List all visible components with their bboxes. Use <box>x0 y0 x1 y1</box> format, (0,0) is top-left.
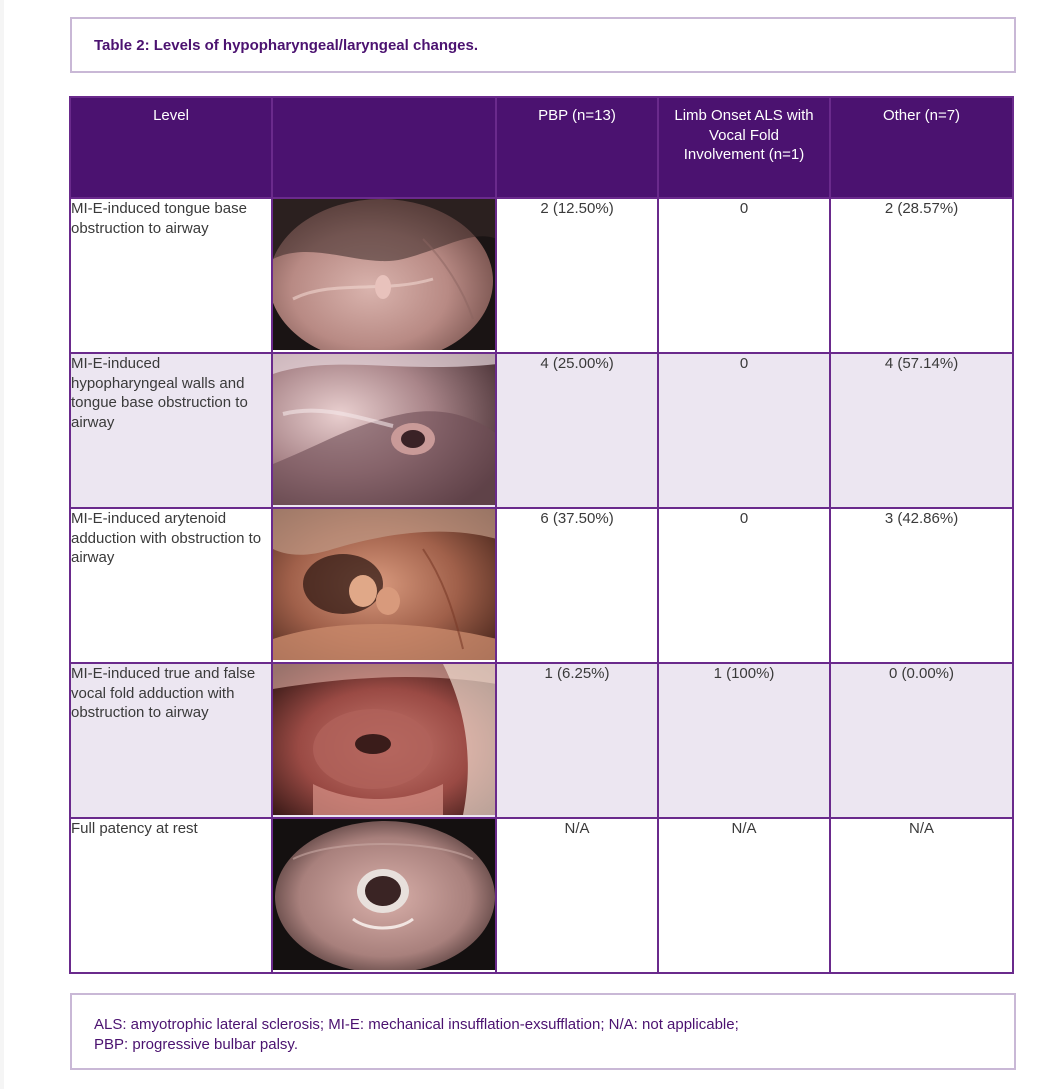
level-cell: Full patency at rest <box>70 818 272 973</box>
header-other: Other (n=7) <box>830 97 1013 198</box>
endoscopy-image-cell <box>272 663 496 818</box>
other-value: 0 (0.00%) <box>830 663 1013 818</box>
footnote-line-1: ALS: amyotrophic lateral sclerosis; MI-E: mechanical insufflation-exsufflation; N/A: not applicable; <box>94 1016 739 1033</box>
table-row <box>70 198 1013 353</box>
pbp-value: 1 (6.25%) <box>496 663 658 818</box>
endoscopy-image-cell <box>272 508 496 663</box>
table-header-row <box>70 97 1013 198</box>
header-level: Level <box>70 97 272 198</box>
limb-onset-value: 0 <box>658 508 830 663</box>
table-row <box>70 818 1013 973</box>
table-caption-box <box>70 17 1016 73</box>
limb-onset-value: 0 <box>658 198 830 353</box>
level-cell: MI-E-induced hypopharyngeal walls and tongue base obstruction to airway <box>70 353 272 508</box>
footnote <box>94 1015 994 1055</box>
footnote-box <box>70 993 1016 1070</box>
limb-onset-value: 1 (100%) <box>658 663 830 818</box>
pbp-value: N/A <box>496 818 658 973</box>
limb-onset-value: 0 <box>658 353 830 508</box>
endoscopy-image-cell <box>272 353 496 508</box>
other-value: 4 (57.14%) <box>830 353 1013 508</box>
header-limb-onset <box>658 97 830 198</box>
header-image <box>272 97 496 198</box>
hypopharyngeal-walls-endoscopy-image <box>273 354 495 505</box>
table-row <box>70 663 1013 818</box>
vocal-fold-adduction-endoscopy-image <box>273 664 495 815</box>
arytenoid-adduction-endoscopy-image <box>273 509 495 660</box>
footnote-line-2: PBP: progressive bulbar palsy. <box>94 1036 298 1053</box>
level-cell: MI-E-induced tongue base obstruction to airway <box>70 198 272 353</box>
pbp-value: 4 (25.00%) <box>496 353 658 508</box>
pbp-value: 6 (37.50%) <box>496 508 658 663</box>
table-row <box>70 353 1013 508</box>
header-limb-onset-text: Limb Onset ALS with Vocal Fold Involvement (n=1) <box>674 107 814 163</box>
header-pbp: PBP (n=13) <box>496 97 658 198</box>
pbp-value: 2 (12.50%) <box>496 198 658 353</box>
page <box>4 0 1041 1089</box>
level-cell: MI-E-induced arytenoid adduction with obstruction to airway <box>70 508 272 663</box>
tongue-base-endoscopy-image <box>273 199 495 350</box>
level-cell: MI-E-induced true and false vocal fold adduction with obstruction to airway <box>70 663 272 818</box>
full-patency-endoscopy-image <box>273 819 495 970</box>
endoscopy-image-cell <box>272 818 496 973</box>
table-caption: Table 2: Levels of hypopharyngeal/laryngeal changes. <box>94 37 479 54</box>
endoscopy-image-cell <box>272 198 496 353</box>
table-row <box>70 508 1013 663</box>
levels-table <box>69 96 1014 974</box>
other-value: 2 (28.57%) <box>830 198 1013 353</box>
other-value: 3 (42.86%) <box>830 508 1013 663</box>
limb-onset-value: N/A <box>658 818 830 973</box>
other-value: N/A <box>830 818 1013 973</box>
